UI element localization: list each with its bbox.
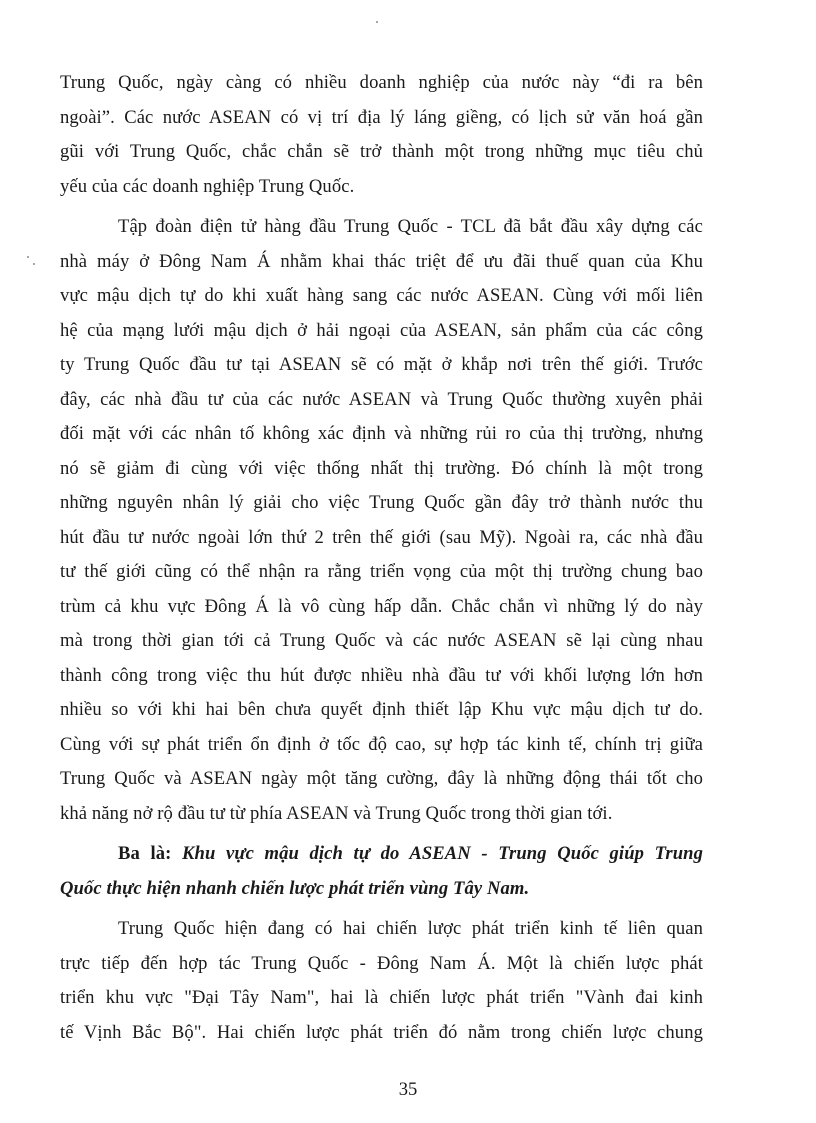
paragraph-2-line: mà trong thời gian tới cả Trung Quốc và các nước ASEAN sẽ lại cùng nhau <box>60 630 703 651</box>
paragraph-2-line: hút đầu tư nước ngoài lớn thứ 2 trên thế giới (sau Mỹ). Ngoài ra, các nhà đầu <box>60 527 703 548</box>
section-heading-title: Khu vực mậu dịch tự do ASEAN - Trung Quốc giúp Trung <box>182 843 703 864</box>
paragraph-2-line: nó sẽ giảm đi cùng với việc thống nhất thị trường. Đó chính là một trong <box>60 458 703 479</box>
page-number: 35 <box>398 1079 418 1100</box>
paragraph-2-line: nhà máy ở Đông Nam Á nhằm khai thác triệt để ưu đãi thuế quan của Khu <box>60 251 703 272</box>
section-heading <box>118 842 703 866</box>
paragraph-2-line: tư thế giới cũng có thể nhận ra rằng triển vọng của một thị trường chung bao <box>60 561 703 582</box>
paragraph-2-line: ty Trung Quốc đầu tư tại ASEAN sẽ có mặt ở khắp nơi trên thế giới. Trước <box>60 354 703 375</box>
paragraph-2-line: Cùng với sự phát triển ổn định ở tốc độ cao, sự hợp tác kinh tế, chính trị giữa <box>60 734 703 755</box>
paragraph-1-line: yếu của các doanh nghiệp Trung Quốc. <box>60 176 355 197</box>
paragraph-2-line: đây, các nhà đầu tư của các nước ASEAN và Trung Quốc thường xuyên phải <box>60 389 703 410</box>
section-heading-lead: Ba là: <box>118 843 172 864</box>
scan-speck <box>33 263 35 265</box>
paragraph-2-line: trùm cả khu vực Đông Á là vô cùng hấp dẫn. Chắc chắn vì những lý do này <box>60 596 703 617</box>
paragraph-2-line: khả năng nở rộ đầu tư từ phía ASEAN và Trung Quốc trong thời gian tới. <box>60 803 613 824</box>
scan-speck <box>376 21 378 23</box>
paragraph-2-line: Trung Quốc và ASEAN ngày một tăng cường, đây là những động thái tốt cho <box>60 768 703 789</box>
section-heading-title-continued: Quốc thực hiện nhanh chiến lược phát triển vùng Tây Nam. <box>60 878 530 899</box>
paragraph-2-line: đối mặt với các nhân tố không xác định và những rủi ro của thị trường, nhưng <box>60 423 703 444</box>
paragraph-2-line: thành công trong việc thu hút được nhiều nhà đầu tư với khối lượng lớn hơn <box>60 665 703 686</box>
paragraph-3-line: trực tiếp đến hợp tác Trung Quốc - Đông Nam Á. Một là chiến lược phát <box>60 953 703 974</box>
paragraph-2-line: vực mậu dịch tự do khi xuất hàng sang các nước ASEAN. Cùng với mối liên <box>60 285 703 306</box>
paragraph-2-line: nhiều so với khi hai bên chưa quyết định thiết lập Khu vực mậu dịch tư do. <box>60 699 703 720</box>
paragraph-2-line: hệ của mạng lưới mậu dịch ở hải ngoại của ASEAN, sản phẩm của các công <box>60 320 703 341</box>
paragraph-1-line: Trung Quốc, ngày càng có nhiều doanh nghiệp của nước này “đi ra bên <box>60 72 703 93</box>
paragraph-1-line: gũi với Trung Quốc, chắc chắn sẽ trở thành một trong những mục tiêu chủ <box>60 141 703 162</box>
paragraph-1-line: ngoài”. Các nước ASEAN có vị trí địa lý láng giềng, có lịch sử văn hoá gần <box>60 107 703 128</box>
paragraph-3-line: Trung Quốc hiện đang có hai chiến lược phát triển kinh tế liên quan <box>118 918 703 939</box>
scan-speck <box>27 256 29 258</box>
paragraph-3-line: triển khu vực "Đại Tây Nam", hai là chiến lược phát triển "Vành đai kinh <box>60 987 703 1008</box>
paragraph-2-line: những nguyên nhân lý giải cho việc Trung Quốc gần đây trở thành nước thu <box>60 492 703 513</box>
paragraph-3-line: tế Vịnh Bắc Bộ". Hai chiến lược phát triển đó nằm trong chiến lược chung <box>60 1022 703 1043</box>
paragraph-2-line: Tập đoàn điện tử hàng đầu Trung Quốc - TCL đã bắt đầu xây dựng các <box>118 216 703 237</box>
